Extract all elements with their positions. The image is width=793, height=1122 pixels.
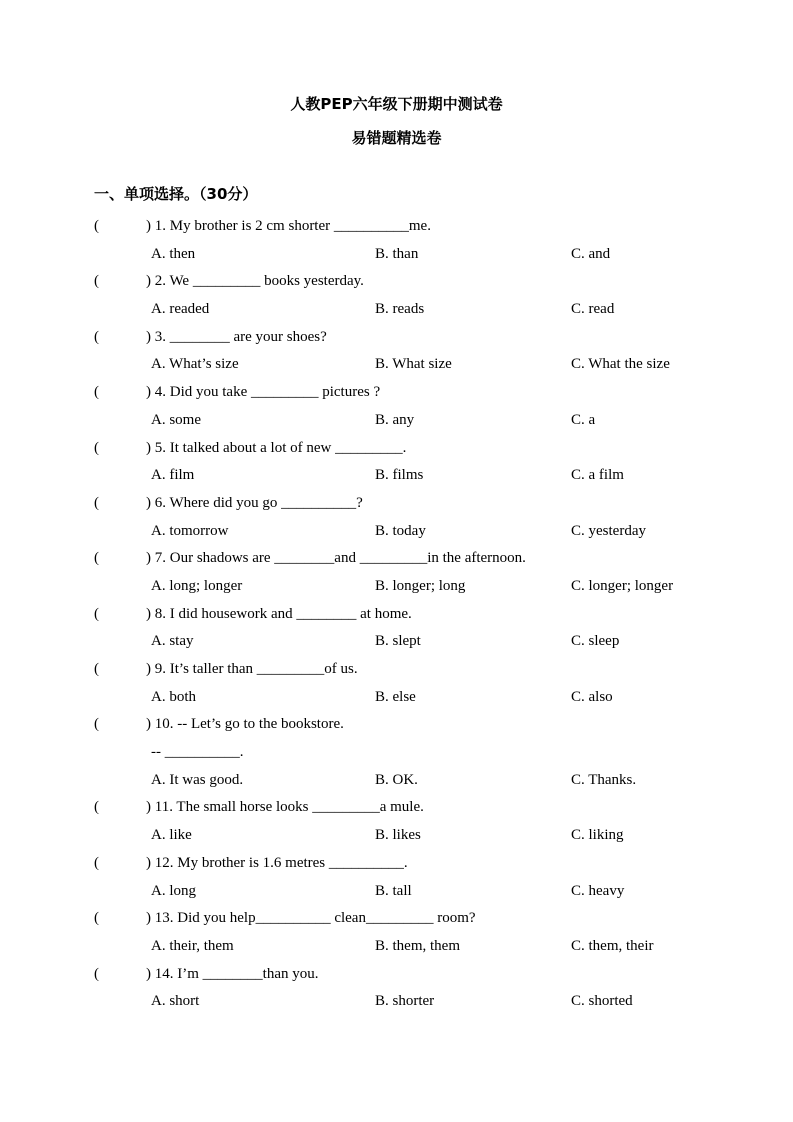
question-stem-row — [0, 268, 793, 296]
option-c: C. heavy — [571, 882, 625, 899]
option-a: A. long; longer — [151, 577, 243, 594]
question-stem: ) 2. We _________ books yesterday. — [146, 273, 364, 290]
option-b: B. films — [375, 467, 424, 484]
option-a: A. like — [151, 827, 192, 844]
answer-paren: ( — [94, 854, 99, 871]
question-stem-row — [0, 961, 793, 989]
options-row — [0, 518, 793, 546]
options-row — [0, 296, 793, 324]
option-c: C. and — [571, 245, 611, 262]
question-stem: ) 3. ________ are your shoes? — [146, 328, 327, 345]
option-c: C. liking — [571, 827, 624, 844]
question-stem: ) 14. I’m ________than you. — [146, 965, 319, 982]
option-a: A. both — [151, 688, 196, 705]
option-c: C. What the size — [571, 356, 670, 373]
option-b: B. slept — [375, 633, 421, 650]
question-stem-row — [0, 213, 793, 241]
question-stem: ) 10. -- Let’s go to the bookstore. — [146, 716, 344, 733]
question-stem-row — [0, 435, 793, 463]
options-row — [0, 407, 793, 435]
options-row — [0, 767, 793, 795]
question-stem-row — [0, 656, 793, 684]
question-stem: ) 11. The small horse looks _________a mule. — [146, 799, 424, 816]
option-b: B. shorter — [375, 993, 435, 1010]
question-stem: ) 5. It talked about a lot of new _________. — [146, 439, 407, 456]
exam-subtitle: 易错题精选卷 — [351, 129, 442, 147]
option-a: A. readed — [151, 301, 210, 318]
option-b: B. else — [375, 688, 416, 705]
answer-paren: ( — [94, 799, 99, 816]
options-row — [0, 684, 793, 712]
question-stem: ) 6. Where did you go __________? — [146, 494, 363, 511]
options-row — [0, 878, 793, 906]
option-a: A. It was good. — [151, 771, 244, 788]
option-a: A. then — [151, 245, 196, 262]
option-b: B. any — [375, 411, 415, 428]
option-b: B. What size — [375, 356, 452, 373]
question-stem-row — [0, 601, 793, 629]
option-c: C. Thanks. — [571, 771, 637, 788]
question-stem-row — [0, 905, 793, 933]
answer-paren: ( — [94, 910, 99, 927]
question-stem-row — [0, 324, 793, 352]
answer-paren: ( — [94, 328, 99, 345]
options-row — [0, 822, 793, 850]
option-c: C. read — [571, 301, 615, 318]
option-c: C. sleep — [571, 633, 620, 650]
question-stem-row — [0, 545, 793, 573]
option-c: C. also — [571, 688, 613, 705]
answer-paren: ( — [94, 439, 99, 456]
answer-paren: ( — [94, 273, 99, 290]
question-stem: ) 7. Our shadows are ________and _________in the afternoon. — [146, 550, 526, 567]
option-b: B. today — [375, 522, 426, 539]
question-list — [0, 213, 793, 1016]
question-stem-row — [0, 711, 793, 739]
option-b: B. than — [375, 245, 419, 262]
section-heading: 一、单项选择。（30分） — [94, 185, 258, 203]
option-c: C. yesterday — [571, 522, 646, 539]
question-stem-row — [0, 850, 793, 878]
option-a: A. stay — [151, 633, 194, 650]
question-followup-row — [0, 739, 793, 767]
option-a: A. short — [151, 993, 200, 1010]
options-row — [0, 988, 793, 1016]
question-stem: ) 4. Did you take _________ pictures ? — [146, 384, 381, 401]
option-a: A. tomorrow — [151, 522, 229, 539]
question-stem: ) 8. I did housework and ________ at home. — [146, 605, 412, 622]
answer-paren: ( — [94, 384, 99, 401]
exam-title: 人教PEP六年级下册期中测试卷 — [290, 95, 503, 113]
option-b: B. tall — [375, 882, 412, 899]
option-a: A. film — [151, 467, 195, 484]
answer-paren: ( — [94, 716, 99, 733]
options-row — [0, 628, 793, 656]
question-stem: ) 9. It’s taller than _________of us. — [146, 661, 358, 677]
option-b: B. longer; long — [375, 577, 466, 594]
option-c: C. shorted — [571, 993, 633, 1010]
question-stem: ) 13. Did you help__________ clean_________ room? — [146, 910, 476, 927]
question-stem: ) 12. My brother is 1.6 metres __________. — [146, 854, 408, 871]
option-c: C. a film — [571, 467, 624, 484]
options-row — [0, 241, 793, 269]
option-b: B. likes — [375, 827, 421, 844]
options-row — [0, 933, 793, 961]
option-b: B. reads — [375, 301, 425, 318]
answer-paren: ( — [94, 494, 99, 511]
options-row — [0, 462, 793, 490]
option-a: A. long — [151, 882, 196, 899]
question-stem-row — [0, 379, 793, 407]
question-stem-row — [0, 490, 793, 518]
question-followup: -- __________. — [151, 744, 244, 761]
answer-paren: ( — [94, 605, 99, 622]
options-row — [0, 573, 793, 601]
option-a: A. What’s size — [151, 356, 239, 373]
answer-paren: ( — [94, 218, 99, 234]
answer-paren: ( — [94, 661, 99, 677]
option-a: A. some — [151, 411, 201, 428]
question-stem: ) 1. My brother is 2 cm shorter __________me. — [146, 218, 431, 234]
option-c: C. longer; longer — [571, 577, 674, 594]
answer-paren: ( — [94, 550, 99, 567]
question-stem-row — [0, 794, 793, 822]
option-c: C. them, their — [571, 937, 654, 954]
answer-paren: ( — [94, 965, 99, 982]
option-a: A. their, them — [151, 937, 234, 954]
option-c: C. a — [571, 411, 596, 428]
option-b: B. them, them — [375, 937, 460, 954]
option-b: B. OK. — [375, 771, 418, 788]
options-row — [0, 351, 793, 379]
